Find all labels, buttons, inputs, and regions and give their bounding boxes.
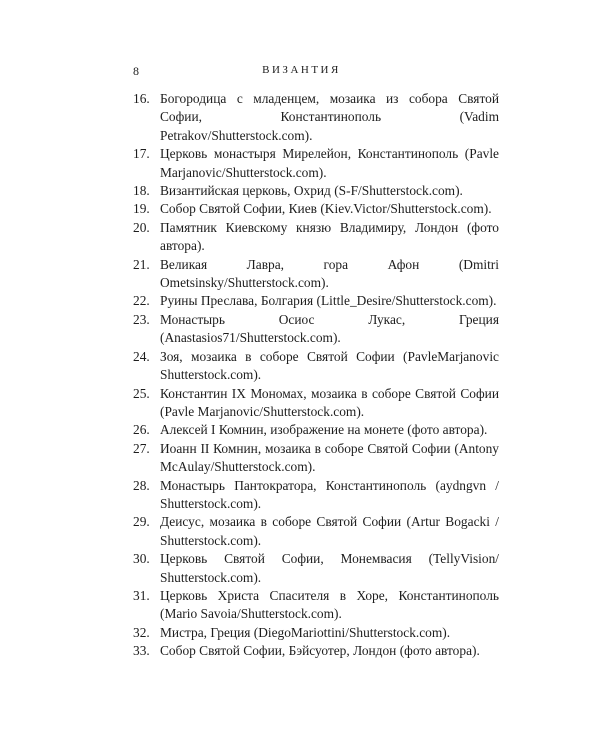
caption-item [133,256,499,293]
caption-text: Великая Лавра, гора Афон (Dmitri Ometsinsky/Shutterstock.com). [160,256,499,291]
caption-item [133,182,499,200]
caption-number: 27. [133,440,150,456]
caption-item [133,145,499,182]
caption-item [133,440,499,477]
caption-number: 26. [133,422,150,438]
caption-item [133,385,499,422]
caption-item [133,642,499,660]
caption-number: 20. [133,219,150,235]
caption-text: Собор Святой Софии, Киев (Kiev.Victor/Shutterstock.com). [160,201,492,217]
caption-text: Собор Святой Софии, Бэйсуотер, Лондон (фото автора). [160,643,480,659]
caption-text: Иоанн II Комнин, мозаика в соборе Святой Софии (Antony McAulay/Shutterstock.com). [160,440,499,475]
caption-number: 32. [133,624,150,640]
caption-text: Церковь Христа Спасителя в Хоре, Константинополь (Mario Savoia/Shutterstock.com). [160,587,499,622]
page-number: 8 [133,64,139,78]
caption-number: 25. [133,385,150,401]
caption-number: 16. [133,91,150,106]
illustration-caption-list [133,90,499,661]
caption-number: 23. [133,311,150,327]
caption-text: Монастырь Пантократора, Константинополь (aydngvn / Shutterstock.com). [160,477,499,511]
caption-item [133,90,499,145]
caption-text: Памятник Киевскому князю Владимиру, Лондон (фото автора). [160,219,499,254]
page-header [133,64,470,80]
running-title: ВИЗАНТИЯ [262,64,341,76]
caption-text: Церковь Святой Софии, Монемвасия (TellyVision/ Shutterstock.com). [160,551,499,585]
caption-number: 28. [133,477,150,493]
caption-number: 19. [133,201,150,217]
caption-item [133,550,499,587]
caption-text: Монастырь Осиос Лукас, Греция (Anastasios71/Shutterstock.com). [160,311,499,346]
caption-text: Зоя, мозаика в соборе Святой Софии (PavleMarjanovic Shutterstock.com). [160,348,499,383]
caption-item [133,421,499,439]
caption-item [133,292,499,310]
caption-item [133,624,499,642]
caption-item [133,219,499,256]
caption-item [133,587,499,624]
caption-text: Мистра, Греция (DiegoMariottini/Shutterstock.com). [160,624,451,640]
caption-text: Константин IX Мономах, мозаика в соборе Святой Софии (Pavle Marjanovic/Shutterstock.com). [160,385,499,419]
caption-number: 29. [133,514,150,530]
caption-number: 30. [133,551,150,567]
caption-item [133,477,499,514]
caption-item [133,200,499,218]
caption-text: Деисус, мозаика в соборе Святой Софии (Artur Bogacki / Shutterstock.com). [160,514,499,548]
caption-item [133,513,499,550]
caption-item [133,311,499,348]
caption-item [133,348,499,385]
caption-number: 24. [133,348,150,364]
caption-number: 18. [133,183,150,199]
caption-text: Церковь монастыря Мирелейон, Константинополь (Pavle Marjanovic/Shutterstock.com). [160,146,499,180]
caption-number: 31. [133,587,150,603]
caption-text: Руины Преслава, Болгария (Little_Desire/Shutterstock.com). [160,293,497,309]
caption-number: 22. [133,293,150,309]
caption-number: 17. [133,146,150,162]
caption-text: Алексей I Комнин, изображение на монете (фото автора). [160,422,488,438]
caption-number: 33. [133,643,150,659]
caption-text: Богородица с младенцем, мозаика из собора Святой Софии, Константинополь (Vadim Petrakov/Shutterstock.com). [160,91,499,143]
caption-number: 21. [133,256,150,272]
caption-text: Византийская церковь, Охрид (S-F/Shutterstock.com). [160,183,463,199]
